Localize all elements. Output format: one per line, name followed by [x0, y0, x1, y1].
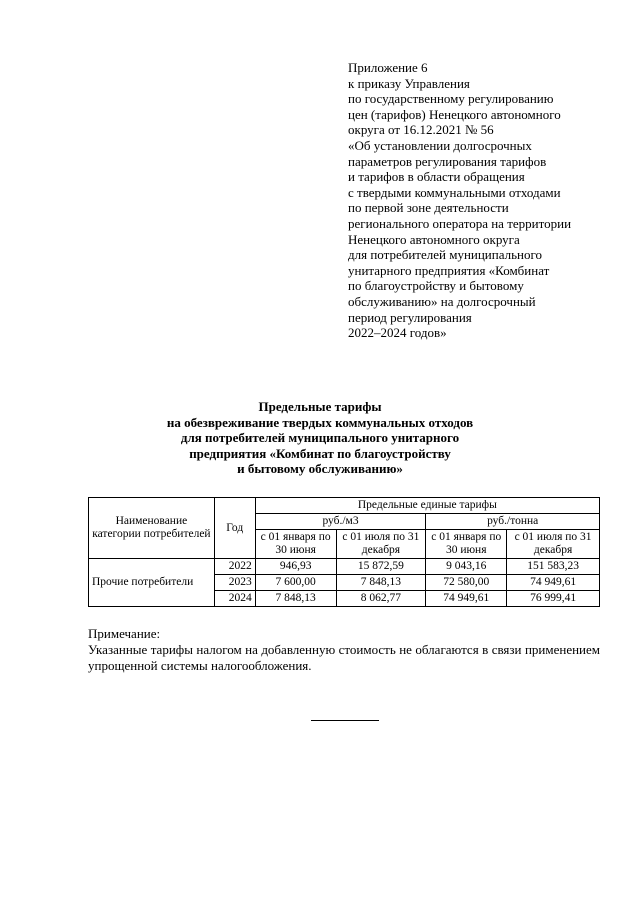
- title-line: для потребителей муниципального унитарного: [180, 430, 460, 446]
- header-tariffs: Предельные единые тарифы: [255, 498, 599, 514]
- header-category: Наименование категории потребителей: [89, 498, 215, 559]
- header-year: Год: [214, 498, 255, 559]
- annex-line: округа от 16.12.2021 № 56: [348, 122, 494, 138]
- annex-line: Ненецкого автономного округа: [348, 231, 520, 247]
- title-line: Предельные тарифы: [258, 399, 382, 414]
- value-cell: 74 949,61: [507, 575, 600, 591]
- header-period-jan: с 01 января по 30 июня: [255, 530, 336, 559]
- annex-line: для потребителей муниципального: [348, 247, 542, 263]
- header-period-jan: с 01 января по 30 июня: [426, 530, 507, 559]
- value-cell: 151 583,23: [507, 559, 600, 575]
- value-cell: 15 872,59: [336, 559, 426, 575]
- value-cell: 72 580,00: [426, 575, 507, 591]
- annex-header: [348, 60, 628, 341]
- value-cell: 7 848,13: [255, 591, 336, 607]
- header-period-jul: с 01 июля по 31 декабря: [336, 530, 426, 559]
- value-cell: 7 600,00: [255, 575, 336, 591]
- value-cell: 74 949,61: [426, 591, 507, 607]
- annex-line: обслуживанию» на долгосрочный: [348, 293, 536, 309]
- annex-line: Приложение 6: [348, 60, 428, 75]
- note-heading: Примечание:: [88, 626, 161, 641]
- closing-rule: [311, 720, 379, 721]
- year-cell: 2022: [214, 559, 255, 575]
- note-text: Указанные тарифы налогом на добавленную стоимость не облагаются в связи применением упрощенной системы налогообложения.: [88, 642, 600, 673]
- annex-line: с твердыми коммунальными отходами: [348, 184, 561, 200]
- document-title: [0, 399, 640, 477]
- annex-line: «Об установлении долгосрочных: [348, 137, 532, 153]
- value-cell: 7 848,13: [336, 575, 426, 591]
- header-unit-ton: руб./тонна: [426, 514, 600, 530]
- header-period-jul: с 01 июля по 31 декабря: [507, 530, 600, 559]
- table-header-row: [89, 498, 600, 514]
- title-line: предприятия «Комбинат по благоустройству: [189, 445, 451, 461]
- annex-line: и тарифов в области обращения: [348, 169, 525, 185]
- annex-line: унитарного предприятия «Комбинат: [348, 262, 550, 278]
- annex-line: параметров регулирования тарифов: [348, 153, 547, 169]
- tariffs-table: [88, 497, 600, 607]
- year-cell: 2024: [214, 591, 255, 607]
- value-cell: 8 062,77: [336, 591, 426, 607]
- value-cell: 9 043,16: [426, 559, 507, 575]
- title-line: на обезвреживание твердых коммунальных отходов: [166, 414, 474, 430]
- annex-line: период регулирования: [348, 309, 472, 325]
- annex-line: к приказу Управления: [348, 75, 470, 91]
- value-cell: 946,93: [255, 559, 336, 575]
- note-section: [88, 626, 600, 674]
- annex-line: 2022–2024 годов»: [348, 325, 447, 341]
- annex-line: цен (тарифов) Ненецкого автономного: [348, 106, 561, 122]
- category-cell: Прочие потребители: [89, 559, 215, 607]
- annex-line: регионального оператора на территории: [348, 215, 572, 231]
- annex-line: по благоустройству и бытовому: [348, 278, 524, 294]
- year-cell: 2023: [214, 575, 255, 591]
- value-cell: 76 999,41: [507, 591, 600, 607]
- header-unit-m3: руб./м3: [255, 514, 426, 530]
- annex-line: по государственному регулированию: [348, 91, 554, 107]
- table-row: [89, 559, 600, 575]
- title-line: и бытовому обслуживанию»: [237, 461, 403, 477]
- annex-line: по первой зоне деятельности: [348, 200, 509, 216]
